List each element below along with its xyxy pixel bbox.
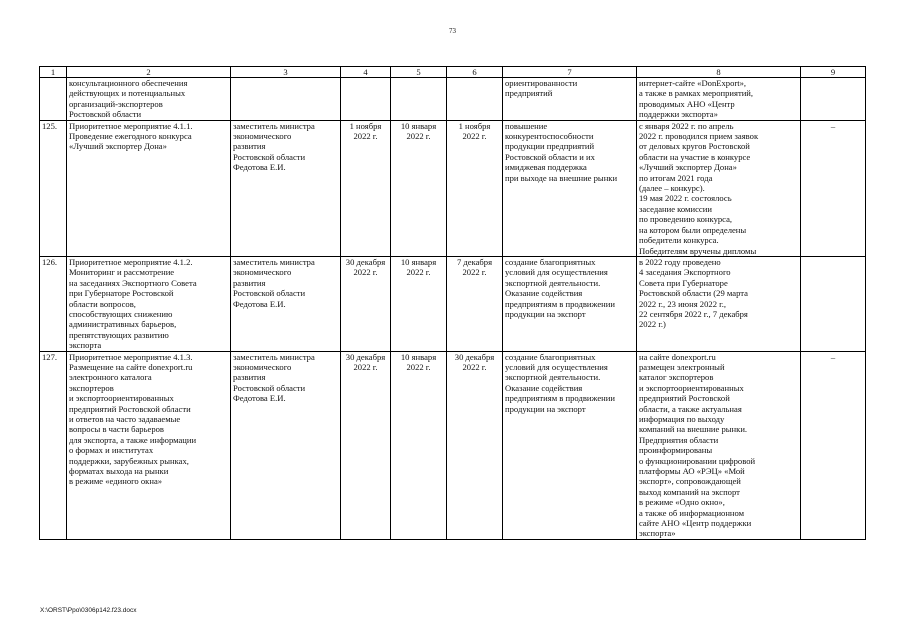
cell-line: электронного каталога <box>69 372 152 383</box>
cell-line: интернет-сайте «DonExport», <box>639 78 747 88</box>
cell-line: Ростовской области и их <box>505 151 595 162</box>
cell-line: размещен электронный <box>639 361 725 372</box>
cell-plan-date <box>341 351 391 539</box>
cell-line: Ростовской области <box>233 382 306 393</box>
continuation-row <box>40 78 866 121</box>
cell-line: 2022 г. <box>462 131 487 142</box>
cell-line: продукции на экспорт <box>505 308 586 319</box>
cell-responsible <box>231 78 341 121</box>
cell-line: продукции предприятий <box>505 141 595 152</box>
cell-line: Федотова Е.И. <box>233 298 286 309</box>
cell-info <box>637 351 801 539</box>
cell-line: конкурентоспособности <box>505 131 594 142</box>
cell-line: компаний на внешние рынки. <box>639 424 748 435</box>
cell-line: в режиме «единого окна» <box>69 476 163 487</box>
file-path-footer: X:\ORST\Ppo\0306p142.f23.docx <box>40 607 137 614</box>
cell-date-end <box>447 120 503 256</box>
cell-line: от деловых кругов Ростовской <box>639 141 750 152</box>
cell-line: Оказание содействия <box>505 382 583 393</box>
cell-line: развития <box>233 141 266 152</box>
cell-date-end <box>447 78 503 121</box>
cell-line: при выходе на внешние рынки <box>505 172 618 183</box>
cell-line: условий для осуществления <box>505 267 608 278</box>
cell-line: форматах выхода на рынки <box>69 466 169 477</box>
cell-line: 2022 г. <box>462 267 487 278</box>
cell-line: «Лучший экспортер Дона» <box>639 162 737 173</box>
table-row <box>40 351 866 539</box>
column-header-8: 8 <box>637 67 801 78</box>
column-header-3: 3 <box>231 67 341 78</box>
cell-line: Ростовской области <box>69 109 142 120</box>
cell-line: 1 ноября <box>458 120 491 131</box>
cell-date-start <box>391 256 447 351</box>
cell-num <box>40 78 67 121</box>
cell-line: экспорта <box>69 340 102 351</box>
column-header-1: 1 <box>40 67 67 78</box>
cell-line: Ростовской области <box>233 151 306 162</box>
cell-line: Победителям вручены дипломы <box>639 245 757 256</box>
cell-line: на сайте donexport.ru <box>639 351 716 362</box>
cell-line: 2022 г. <box>406 267 431 278</box>
column-header-6: 6 <box>447 67 503 78</box>
cell-line: условий для осуществления <box>505 361 608 372</box>
cell-line: экспорт», сопровождающей <box>639 476 741 487</box>
cell-line: 22 сентября 2022 г., 7 декабря <box>639 308 748 319</box>
cell-date-start <box>391 120 447 256</box>
table-row <box>40 120 866 256</box>
cell-plan-date <box>341 120 391 256</box>
cell-line: 1 ноября <box>349 120 382 131</box>
cell-line: поддержки экспорта» <box>639 109 718 120</box>
cell-line: заместитель министра <box>233 120 315 131</box>
cell-line: в режиме «Одно окно», <box>639 497 725 508</box>
cell-line: продукции на экспорт <box>505 403 586 414</box>
cell-line: Федотова Е.И. <box>233 162 286 173</box>
cell-line: имиджевая поддержка <box>505 162 587 173</box>
cell-line: экономического <box>233 361 292 372</box>
cell-line: 2022 г. <box>353 131 378 142</box>
cell-line: 4 заседания Экспортного <box>639 267 731 278</box>
cell-line: Оказание содействия <box>505 288 583 299</box>
cell-line: способствующих снижению <box>69 308 173 319</box>
cell-line: 30 декабря <box>345 256 386 267</box>
cell-line: 2022 г. <box>353 361 378 372</box>
cell-line: вопросы в части барьеров <box>69 424 164 435</box>
cell-line: на заседаниях Экспортного Совета <box>69 277 197 288</box>
cell-note <box>801 256 866 351</box>
cell-line: каталог экспортеров <box>639 372 714 383</box>
cell-line: с января 2022 г. по апрель <box>639 120 734 131</box>
cell-result <box>503 78 637 121</box>
cell-line: области, а также актуальная <box>639 403 742 414</box>
page-number: 73 <box>449 27 456 35</box>
cell-note <box>801 78 866 121</box>
cell-line: 2022 г. <box>353 267 378 278</box>
cell-line: Размещение на сайте donexport.ru <box>69 361 193 372</box>
cell-line: «Лучший экспортер Дона» <box>69 141 167 152</box>
cell-line: поддержки, зарубежных рынках, <box>69 455 189 466</box>
cell-info <box>637 256 801 351</box>
cell-line: и экспортоориентированных <box>69 393 174 404</box>
cell-num: 125. <box>40 120 67 256</box>
cell-line: 30 декабря <box>345 351 386 362</box>
cell-responsible <box>231 120 341 256</box>
cell-line: а также в рамках мероприятий, <box>639 88 754 99</box>
cell-line: предприятий Ростовской области <box>69 403 191 414</box>
cell-line: 19 мая 2022 г. состоялось <box>639 193 732 204</box>
cell-line: развития <box>233 277 266 288</box>
cell-line: предприятий <box>505 88 553 99</box>
cell-date-end <box>447 351 503 539</box>
cell-date-start <box>391 351 447 539</box>
cell-line: 2022 г. проводился прием заявок <box>639 131 759 142</box>
column-header-2: 2 <box>67 67 231 78</box>
cell-line: проводимых АНО «Центр <box>639 98 735 109</box>
cell-measure <box>67 120 231 256</box>
cell-line: экспорта» <box>639 528 676 539</box>
cell-line: а также об информационном <box>639 507 745 518</box>
cell-line: области вопросов, <box>69 298 136 309</box>
cell-line: препятствующих развитию <box>69 329 169 340</box>
cell-line: информация по выходу <box>639 414 725 424</box>
cell-date-start <box>391 78 447 121</box>
cell-line: (далее – конкурс). <box>639 183 705 194</box>
cell-info <box>637 78 801 121</box>
cell-line: на котором были определены <box>639 224 747 235</box>
cell-line: о функционировании цифровой <box>639 455 756 466</box>
cell-num: 126. <box>40 256 67 351</box>
cell-line: заместитель министра <box>233 351 315 362</box>
cell-line: экспортной деятельности. <box>505 372 601 383</box>
cell-note: – <box>801 120 866 256</box>
cell-line: 2022 г. <box>462 361 487 372</box>
cell-line: Проведение ежегодного конкурса <box>69 131 192 142</box>
cell-responsible <box>231 256 341 351</box>
cell-line: и ответов на часто задаваемые <box>69 414 181 424</box>
cell-line: Приоритетное мероприятие 4.1.1. <box>69 120 193 131</box>
cell-line: 10 января <box>400 351 437 362</box>
column-header-7: 7 <box>503 67 637 78</box>
cell-line: в 2022 году проведено <box>639 256 721 267</box>
cell-line: экспортной деятельности. <box>505 277 601 288</box>
cell-line: сайте АНО «Центр поддержки <box>639 518 752 529</box>
cell-line: 2022 г.) <box>639 319 666 330</box>
cell-line: экспортеров <box>69 382 114 393</box>
cell-line: 10 января <box>400 120 437 131</box>
cell-line: области на участие в конкурсе <box>639 151 751 162</box>
cell-line: победители конкурса. <box>639 235 719 246</box>
cell-line: создание благоприятных <box>505 351 596 362</box>
cell-result <box>503 351 637 539</box>
cell-line: 2022 г. <box>406 131 431 142</box>
cell-line: Ростовской области <box>233 288 306 299</box>
cell-line: при Губернаторе Ростовской <box>69 288 174 299</box>
cell-plan-date <box>341 256 391 351</box>
cell-result <box>503 120 637 256</box>
cell-line: и экспортоориентированных <box>639 382 744 393</box>
cell-line: экономического <box>233 131 292 142</box>
cell-line: о формах и институтах <box>69 445 154 456</box>
cell-num: 127. <box>40 351 67 539</box>
column-header-4: 4 <box>341 67 391 78</box>
cell-line: по проведению конкурса, <box>639 214 733 225</box>
cell-line: административных барьеров, <box>69 319 177 330</box>
cell-line: создание благоприятных <box>505 256 596 267</box>
cell-line: платформы АО «РЭЦ» «Мой <box>639 466 745 477</box>
cell-line: Приоритетное мероприятие 4.1.3. <box>69 351 193 362</box>
cell-line: предприятий Ростовской <box>639 393 730 404</box>
cell-measure <box>67 351 231 539</box>
cell-line: ориентированности <box>505 78 578 88</box>
column-header-5: 5 <box>391 67 447 78</box>
cell-plan-date <box>341 78 391 121</box>
cell-line: организаций-экспортеров <box>69 98 163 109</box>
cell-line: 30 декабря <box>454 351 495 362</box>
cell-line: заместитель министра <box>233 256 315 267</box>
cell-responsible <box>231 351 341 539</box>
cell-line: Ростовской области (29 марта <box>639 288 748 299</box>
cell-line: Предприятия области <box>639 434 719 445</box>
cell-line: 2022 г. <box>406 361 431 372</box>
column-header-9: 9 <box>801 67 866 78</box>
cell-line: 2022 г., 23 июня 2022 г., <box>639 298 726 309</box>
cell-line: экономического <box>233 267 292 278</box>
cell-note: – <box>801 351 866 539</box>
cell-line: действующих и потенциальных <box>69 88 186 99</box>
cell-line: консультационного обеспечения <box>69 78 188 88</box>
cell-date-end <box>447 256 503 351</box>
cell-line: предприятиям в продвижении <box>505 298 615 309</box>
cell-line: по итогам 2021 года <box>639 172 713 183</box>
cell-info <box>637 120 801 256</box>
header-row <box>40 67 866 78</box>
cell-line: выход компаний на экспорт <box>639 486 740 497</box>
cell-line: 7 декабря <box>456 256 493 267</box>
cell-line: Совета при Губернаторе <box>639 277 728 288</box>
report-table <box>39 66 866 540</box>
cell-measure <box>67 78 231 121</box>
cell-line: Федотова Е.И. <box>233 393 286 404</box>
cell-line: предприятиям в продвижении <box>505 393 615 404</box>
cell-line: для экспорта, а также информации <box>69 434 197 445</box>
table-row <box>40 256 866 351</box>
cell-line: 10 января <box>400 256 437 267</box>
cell-result <box>503 256 637 351</box>
cell-line: развития <box>233 372 266 383</box>
cell-line: Мониторинг и рассмотрение <box>69 267 175 278</box>
cell-line: Приоритетное мероприятие 4.1.2. <box>69 256 193 267</box>
cell-line: заседание комиссии <box>639 203 712 214</box>
cell-line: проинформированы <box>639 445 713 456</box>
cell-measure <box>67 256 231 351</box>
cell-line: повышение <box>505 120 548 131</box>
